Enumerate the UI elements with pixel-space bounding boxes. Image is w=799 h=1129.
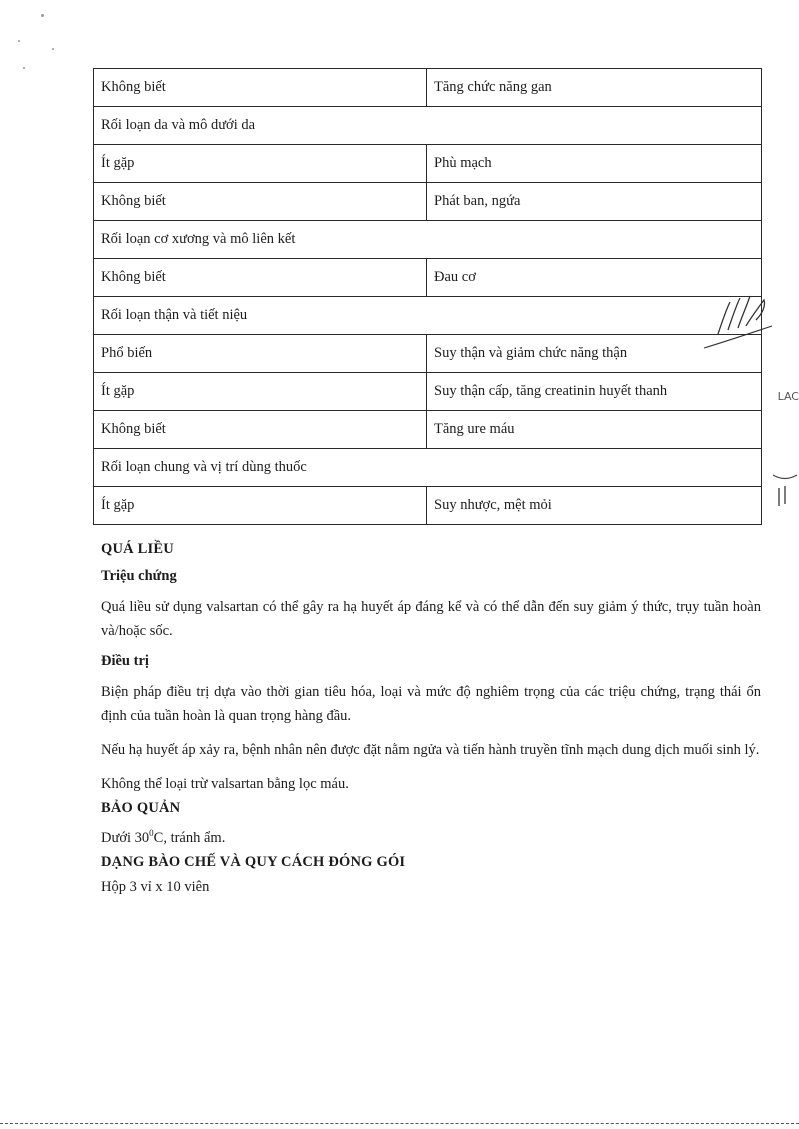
paragraph-treatment-3: Không thể loại trừ valsartan bằng lọc máu. [101,776,349,792]
section-heading-overdose: QUÁ LIỀU [101,541,174,557]
table-section-row [94,297,762,335]
frequency-cell: Ít gặp [94,145,427,183]
section-heading-packaging: DẠNG BÀO CHẾ VÀ QUY CÁCH ĐÓNG GÓI [101,853,406,870]
subheading-symptoms: Triệu chứng [101,568,177,584]
frequency-cell: Ít gặp [94,487,427,525]
subheading-treatment: Điều trị [101,653,149,669]
scan-speck [41,14,44,17]
paragraph-treatment-1: Biện pháp điều trị dựa vào thời gian tiêu hóa, loại và mức độ nghiêm trọng của các triệu chứng, trạng thái ổn định của tuần hoàn là quan trọng hàng đầu. [101,684,761,724]
section-title-cell: Rối loạn chung và vị trí dùng thuốc [94,449,762,487]
table-row [94,183,762,221]
effect-cell: Tăng chức năng gan [427,69,762,107]
scan-speck [18,40,20,42]
effect-cell: Suy thận cấp, tăng creatinin huyết thanh [427,373,762,411]
paragraph-treatment-2: Nếu hạ huyết áp xảy ra, bệnh nhân nên được đặt nằm ngửa và tiến hành truyền tĩnh mạch dung dịch muối sinh lý. [101,742,760,758]
effect-cell: Đau cơ [427,259,762,297]
frequency-cell: Không biết [94,69,427,107]
document-body [101,541,761,909]
table-row [94,411,762,449]
storage-degree: 0 [149,828,154,838]
section-title-cell: Rối loạn cơ xương và mô liên kết [94,221,762,259]
section-title-cell: Rối loạn thận và tiết niệu [94,297,762,335]
scan-speck [23,67,25,69]
page-bottom-edge [0,1123,799,1124]
storage-text-before: Dưới 30 [101,829,150,846]
effect-cell: Phát ban, ngứa [427,183,762,221]
effect-cell: Suy thận và giảm chức năng thận [427,335,762,373]
scan-speck [52,48,54,50]
edge-bracket-icon [771,470,799,510]
table-row [94,145,762,183]
frequency-cell: Phổ biến [94,335,427,373]
paragraph-symptoms: Quá liều sử dụng valsartan có thể gây ra hạ huyết áp đáng kể và có thể dẫn đến suy giảm ý thức, trụy tuần hoàn và/hoặc sốc. [101,599,761,639]
frequency-cell: Không biết [94,411,427,449]
frequency-cell: Không biết [94,259,427,297]
adverse-reactions-table [93,68,762,525]
paragraph-storage [101,821,761,850]
table-row [94,335,762,373]
paragraph-packaging: Hộp 3 vỉ x 10 viên [101,878,210,895]
table-section-row [94,449,762,487]
table-section-row [94,221,762,259]
effect-cell: Tăng ure máu [427,411,762,449]
table-row [94,259,762,297]
edge-text-fragment: LAC [777,390,799,403]
frequency-cell: Ít gặp [94,373,427,411]
table-section-row [94,107,762,145]
table-row [94,373,762,411]
storage-text-after: C, tránh ẩm. [153,829,226,846]
section-heading-storage: BẢO QUẢN [101,800,181,816]
section-title-cell: Rối loạn da và mô dưới da [94,107,762,145]
table-row [94,487,762,525]
table-row [94,69,762,107]
effect-cell: Suy nhược, mệt mỏi [427,487,762,525]
effect-cell: Phù mạch [427,145,762,183]
frequency-cell: Không biết [94,183,427,221]
